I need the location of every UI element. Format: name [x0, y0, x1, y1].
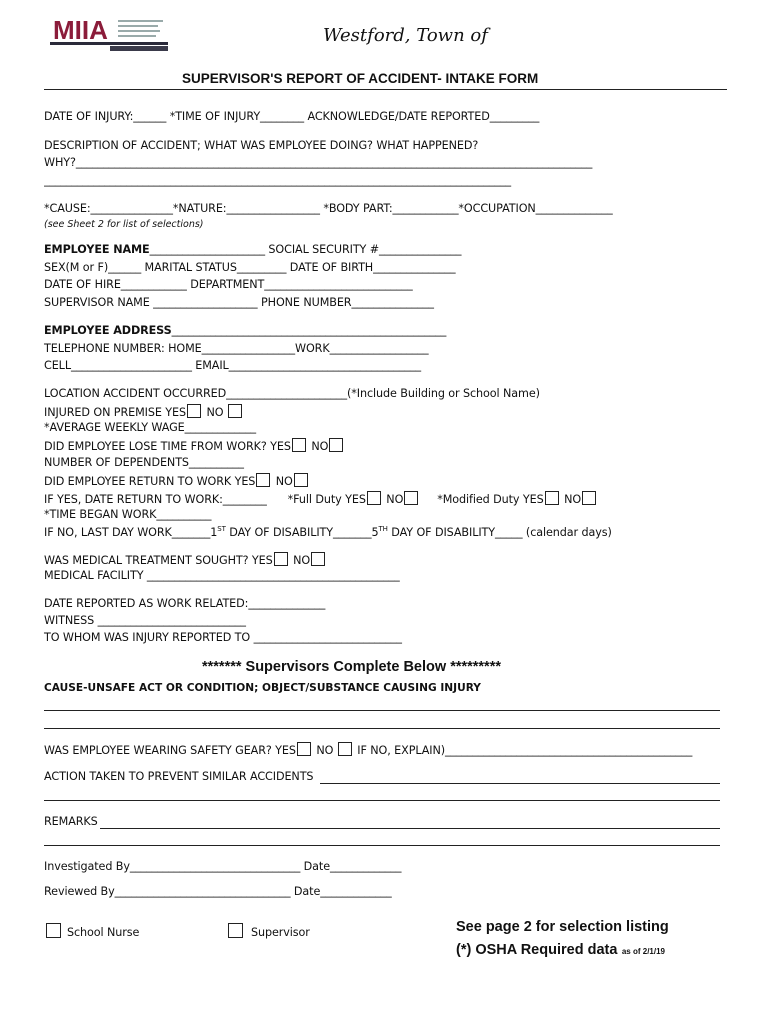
school-nurse-checkbox[interactable] — [46, 923, 61, 938]
fifth-disability-field[interactable]: DAY OF DISABILITY_____ (calendar days) — [387, 526, 612, 539]
gear-no-checkbox[interactable] — [338, 742, 352, 756]
cell-email-line[interactable]: CELL______________________ EMAIL___________________________________ — [44, 359, 421, 372]
action-line-1[interactable] — [320, 783, 720, 784]
osha-note — [456, 941, 665, 959]
medical-no-checkbox[interactable] — [311, 552, 325, 566]
modified-duty-label: *Modified Duty YES — [437, 493, 544, 506]
lose-time-no-checkbox[interactable] — [329, 438, 343, 452]
lose-time-label: DID EMPLOYEE LOSE TIME FROM WORK? YES — [44, 440, 291, 453]
sex-marital-line[interactable]: SEX(M or F)______ MARITAL STATUS_________ DATE OF BIRTH_______________ — [44, 261, 456, 274]
employee-address-label: EMPLOYEE ADDRESS — [44, 324, 172, 337]
school-nurse-label: School Nurse — [67, 926, 140, 939]
miia-logo — [50, 14, 170, 54]
cause-line-2[interactable] — [44, 728, 720, 729]
telephone-line[interactable]: TELEPHONE NUMBER: HOME_________________WORK__________________ — [44, 342, 429, 355]
dependents-line[interactable]: NUMBER OF DEPENDENTS__________ — [44, 456, 244, 469]
lose-time-yes-checkbox[interactable] — [292, 438, 306, 452]
description-label: DESCRIPTION OF ACCIDENT; WHAT WAS EMPLOYEE DOING? WHAT HAPPENED? — [44, 139, 479, 152]
full-duty-no-checkbox[interactable] — [404, 491, 418, 505]
cause-line-1[interactable] — [44, 710, 720, 711]
date-reported-line[interactable]: DATE REPORTED AS WORK RELATED:______________ — [44, 597, 326, 610]
return-work-no-checkbox[interactable] — [294, 473, 308, 487]
lose-time-line — [44, 438, 345, 453]
st-suffix: ST — [217, 525, 226, 533]
gear-yes-checkbox[interactable] — [297, 742, 311, 756]
no-label: NO — [311, 440, 329, 453]
no-label: NO — [386, 493, 404, 506]
employee-name-label: EMPLOYEE NAME — [44, 243, 150, 256]
full-duty-label: *Full Duty YES — [287, 493, 366, 506]
th-suffix: TH — [378, 525, 388, 533]
return-work-yes-checkbox[interactable] — [256, 473, 270, 487]
cause-nature-line[interactable]: *CAUSE:_______________*NATURE:_________________ *BODY PART:____________*OCCUPATION______________ — [44, 202, 613, 215]
section-heading: ******* Supervisors Complete Below ********* — [202, 659, 501, 675]
return-work-label: DID EMPLOYEE RETURN TO WORK YES — [44, 475, 256, 488]
modified-duty-no-checkbox[interactable] — [582, 491, 596, 505]
no-label: NO — [275, 475, 293, 488]
premise-line — [44, 404, 244, 419]
medical-facility-line[interactable]: MEDICAL FACILITY ______________________________________________ — [44, 569, 400, 582]
safety-gear-line — [44, 742, 692, 757]
full-duty-yes-checkbox[interactable] — [367, 491, 381, 505]
title-rule — [44, 89, 727, 90]
remarks-line-2[interactable] — [44, 845, 720, 846]
reviewed-line[interactable]: Reviewed By________________________________ Date_____________ — [44, 885, 392, 898]
employee-name-line[interactable] — [44, 243, 461, 256]
supervisor-phone-line[interactable]: SUPERVISOR NAME ___________________ PHONE NUMBER_______________ — [44, 296, 434, 309]
employee-name-field[interactable]: _____________________ SOCIAL SECURITY #_______________ — [149, 243, 462, 256]
explain-field[interactable]: IF NO, EXPLAIN)_____________________________________________ — [357, 744, 693, 757]
town-name: Westford, Town of — [323, 25, 488, 46]
employee-address-field[interactable]: __________________________________________________ — [171, 324, 447, 337]
as-of-date: as of 2/1/19 — [621, 947, 665, 956]
modified-duty-yes-checkbox[interactable] — [545, 491, 559, 505]
hire-department-line[interactable]: DATE OF HIRE____________ DEPARTMENT___________________________ — [44, 278, 413, 291]
safety-gear-label: WAS EMPLOYEE WEARING SAFETY GEAR? YES — [44, 744, 296, 757]
see-page-note: See page 2 for selection listing — [456, 919, 669, 935]
premise-no-checkbox[interactable] — [228, 404, 242, 418]
supervisor-option[interactable] — [228, 923, 310, 939]
time-began-line[interactable]: *TIME BEGAN WORK__________ — [44, 508, 212, 521]
no-label: NO — [206, 406, 224, 419]
no-label: NO — [564, 493, 582, 506]
no-label: NO — [316, 744, 334, 757]
injury-date-line[interactable]: DATE OF INJURY:______ *TIME OF INJURY________ ACKNOWLEDGE/DATE REPORTED_________ — [44, 110, 540, 123]
remarks-label: REMARKS — [44, 815, 98, 828]
return-date-line — [44, 491, 598, 506]
sheet-note: (see Sheet 2 for list of selections) — [44, 219, 204, 230]
no-label: NO — [293, 554, 311, 567]
supervisor-label: Supervisor — [251, 926, 310, 939]
miia-logo-graphic — [50, 14, 170, 54]
action-line-2[interactable] — [44, 800, 720, 801]
description-continuation[interactable]: _____________________________________________________________________________________ — [44, 174, 511, 187]
medical-treatment-label: WAS MEDICAL TREATMENT SOUGHT? YES — [44, 554, 273, 567]
premise-label: INJURED ON PREMISE YES — [44, 406, 186, 419]
osha-label: (*) OSHA Required data — [456, 942, 618, 958]
employee-address-line[interactable] — [44, 324, 446, 337]
reported-to-line[interactable]: TO WHOM WAS INJURY REPORTED TO ___________________________ — [44, 631, 402, 644]
weekly-wage-line[interactable]: *AVERAGE WEEKLY WAGE_____________ — [44, 421, 257, 434]
form-title: SUPERVISOR'S REPORT OF ACCIDENT- INTAKE FORM — [182, 71, 539, 86]
last-day-line[interactable] — [44, 525, 612, 539]
return-work-line — [44, 473, 310, 488]
premise-yes-checkbox[interactable] — [187, 404, 201, 418]
action-label: ACTION TAKEN TO PREVENT SIMILAR ACCIDENTS — [44, 770, 314, 783]
investigated-line[interactable]: Investigated By_______________________________ Date_____________ — [44, 860, 402, 873]
supervisor-checkbox[interactable] — [228, 923, 243, 938]
medical-yes-checkbox[interactable] — [274, 552, 288, 566]
medical-treatment-line — [44, 552, 327, 567]
last-day-field[interactable]: IF NO, LAST DAY WORK_______1 — [44, 526, 218, 539]
location-line[interactable]: LOCATION ACCIDENT OCCURRED______________________(*Include Building or School Name) — [44, 387, 540, 400]
first-disability-field[interactable]: DAY OF DISABILITY_______5 — [225, 526, 379, 539]
witness-line[interactable]: WITNESS ___________________________ — [44, 614, 246, 627]
remarks-line-1[interactable] — [100, 828, 720, 829]
why-line[interactable]: WHY?______________________________________________________________________________________________ — [44, 156, 593, 169]
cause-heading: CAUSE-UNSAFE ACT OR CONDITION; OBJECT/SUBSTANCE CAUSING INJURY — [44, 682, 481, 694]
return-date-field[interactable]: IF YES, DATE RETURN TO WORK:________ — [44, 493, 267, 506]
logo-text: MIIA — [53, 15, 108, 45]
school-nurse-option[interactable] — [46, 923, 139, 939]
